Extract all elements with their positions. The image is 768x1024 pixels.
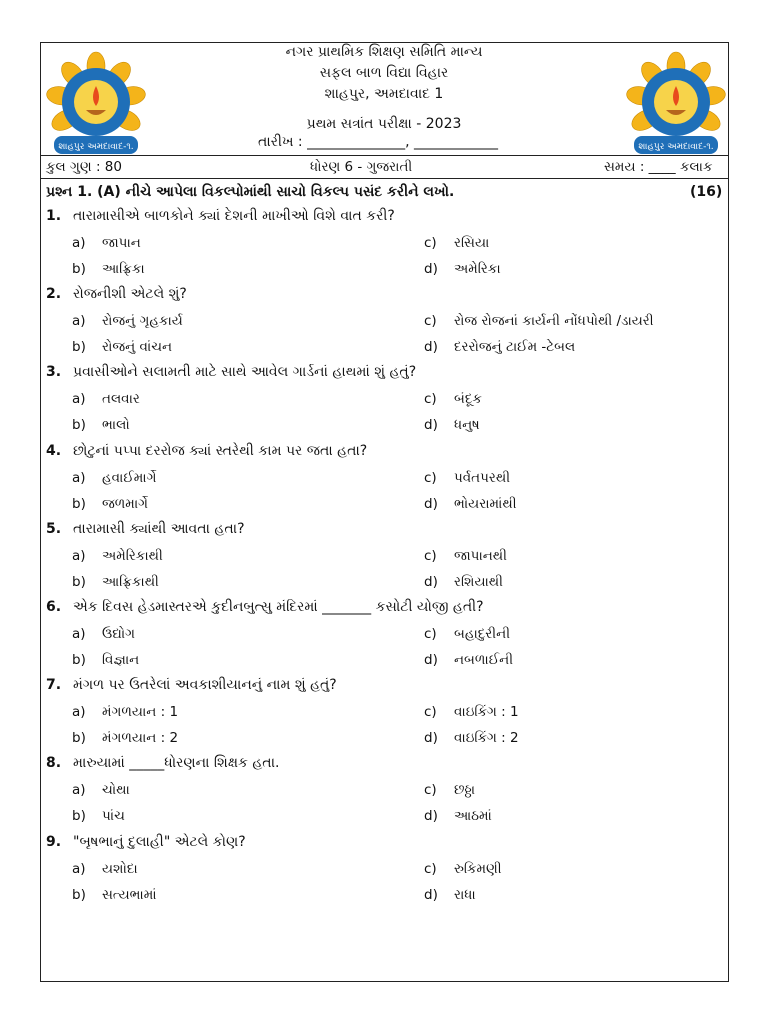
option-text: વાઇકિંગ : 2 — [454, 730, 519, 747]
option-letter: d) — [424, 261, 438, 277]
question-4 — [46, 443, 367, 459]
option-text: તલવાર — [102, 391, 140, 408]
logo-bottom-text: શાહપુર અમદાવાદ-૧. — [58, 142, 134, 152]
option-letter: d) — [424, 808, 438, 825]
option-text: રશિયાથી — [454, 573, 504, 590]
option-c — [424, 861, 502, 877]
option-letter: c) — [424, 469, 437, 486]
question-text: તારામાસી ક્યાંથી આવતા હતા? — [73, 520, 245, 537]
option-text: ઉદ્યોગ — [102, 626, 136, 642]
option-a — [72, 548, 163, 564]
option-letter: c) — [424, 547, 437, 564]
option-letter: c) — [424, 626, 437, 642]
exam-time: સમય : ____ કલાક — [604, 159, 713, 175]
option-b — [72, 574, 159, 590]
option-text: રસિયા — [454, 235, 490, 251]
option-d — [424, 574, 503, 590]
option-letter: b) — [72, 808, 86, 825]
question-number: 6. — [46, 599, 62, 615]
question-number: 5. — [46, 520, 62, 537]
option-letter: d) — [424, 652, 438, 668]
option-b — [72, 417, 130, 433]
option-c — [424, 313, 654, 329]
question-text: તારામાસીએ બાળકોને ક્યાં દેશની માખીઓ વિશે વાત કરી? — [73, 208, 395, 224]
option-a — [72, 391, 140, 407]
option-d — [424, 261, 501, 277]
school-name: સફલ બાળ વિદ્યા વિહાર — [319, 65, 449, 81]
option-letter: a) — [72, 235, 86, 251]
option-text: પાંચ — [102, 808, 125, 825]
option-text: રુકિમણી — [454, 860, 502, 877]
option-text: બંદૂક — [454, 391, 482, 408]
option-a — [72, 313, 183, 329]
option-d — [424, 496, 517, 512]
question-5 — [46, 521, 245, 537]
option-letter: b) — [72, 261, 86, 277]
option-letter: a) — [72, 469, 86, 486]
option-a — [72, 626, 135, 642]
option-letter: d) — [424, 417, 438, 434]
option-letter: c) — [424, 235, 437, 251]
option-text: ધનુષ — [454, 417, 480, 434]
header-divider — [40, 155, 729, 156]
option-a — [72, 235, 141, 251]
option-text: ભાલો — [102, 417, 130, 434]
option-text: જળમાર્ગે — [102, 495, 148, 512]
option-b — [72, 261, 145, 277]
option-text: અમેરિકાથી — [102, 547, 163, 564]
option-letter: c) — [424, 391, 437, 408]
option-letter: a) — [72, 782, 86, 799]
date-blank: ______________, ____________ — [307, 134, 498, 150]
option-letter: c) — [424, 782, 437, 799]
option-letter: b) — [72, 652, 86, 668]
school-address: શાહપુર, અમદાવાદ 1 — [324, 86, 444, 102]
option-text: રોજ રોજનાં કાર્યની નોંધપોથી /ડાયરી — [454, 313, 654, 330]
info-divider — [40, 178, 729, 179]
option-text: દરરોજનું ટાઈમ -ટેબલ — [454, 339, 576, 356]
option-b — [72, 339, 172, 355]
option-a — [72, 861, 138, 877]
question-2 — [46, 286, 187, 302]
option-text: મંગળયાન : 2 — [102, 730, 179, 747]
option-b — [72, 808, 125, 824]
total-marks: કુલ ગુણ : 80 — [46, 159, 122, 175]
option-c — [424, 235, 489, 251]
option-a — [72, 470, 156, 486]
option-text: રાધા — [454, 886, 476, 903]
question-8 — [46, 755, 279, 771]
option-letter: c) — [424, 704, 437, 721]
option-text: યશોદા — [102, 860, 138, 877]
date-label: તારીખ : — [258, 134, 303, 150]
question-number: 3. — [46, 364, 62, 381]
option-text: રોજનું વાંચન — [102, 339, 173, 356]
option-c — [424, 391, 482, 407]
question-text: મારુયામાં _____ધોરણના શિક્ષક હતા. — [73, 755, 280, 772]
section-marks: (16) — [690, 184, 723, 200]
option-text: આઠમાં — [454, 808, 492, 825]
question-number: 7. — [46, 677, 62, 694]
question-number: 9. — [46, 833, 62, 850]
option-d — [424, 652, 513, 668]
standard-subject: ધોરણ 6 - ગુજરાતી — [310, 159, 413, 175]
option-text: રોજનું ગૃહકાર્ય — [102, 313, 183, 330]
question-text: મંગળ પર ઉતરેલાં અવકાશીયાનનું નામ શું હતું? — [73, 677, 337, 694]
option-text: હવાઈમાર્ગે — [102, 469, 157, 486]
question-text: "બૃષભાનું દુલાહી" એટલે કોણ? — [73, 833, 246, 850]
option-c — [424, 782, 475, 798]
date-row — [258, 134, 498, 150]
option-letter: a) — [72, 626, 86, 642]
option-text: નબળાઈની — [454, 652, 514, 668]
option-text: છઠ્ઠા — [454, 782, 476, 799]
question-number: 2. — [46, 286, 62, 303]
committee-line: નગર પ્રાથમિક શિક્ષણ સમિતિ માન્ય — [285, 44, 483, 60]
exam-title: પ્રથમ સત્રાંત પરીક્ષા - 2023 — [306, 116, 462, 132]
option-text: ચોથા — [102, 782, 130, 799]
option-text: અમેરિકા — [454, 261, 501, 277]
section-title: પ્રશ્ન 1. (A) નીચે આપેલા વિકલ્પોમાંથી સાચો વિકલ્પ પસંદ કરીને લખો. — [46, 184, 455, 200]
option-letter: d) — [424, 495, 438, 512]
option-letter: b) — [72, 417, 86, 434]
option-letter: d) — [424, 886, 438, 903]
option-letter: a) — [72, 860, 86, 877]
option-text: જાપાન — [102, 235, 141, 251]
option-c — [424, 470, 510, 486]
option-a — [72, 704, 178, 720]
option-b — [72, 730, 178, 746]
option-letter: d) — [424, 339, 438, 356]
option-text: આફ્રિકાથી — [102, 573, 159, 590]
question-text: રોજનીશી એટલે શું? — [73, 286, 187, 303]
logo-bottom-text: શાહપુર અમદાવાદ-૧. — [638, 142, 714, 152]
option-b — [72, 652, 139, 668]
option-letter: c) — [424, 313, 437, 330]
question-9 — [46, 834, 246, 850]
option-d — [424, 808, 492, 824]
option-b — [72, 887, 157, 903]
question-text: પ્રવાસીઓને સલામતી માટે સાથે આવેલ ગાર્ડનાં હાથમાં શું હતું? — [73, 364, 417, 381]
option-text: જાપાનથી — [454, 547, 508, 564]
option-text: ભોયરામાંથી — [454, 495, 517, 512]
option-letter: b) — [72, 573, 86, 590]
option-letter: a) — [72, 313, 86, 330]
option-letter: d) — [424, 730, 438, 747]
question-number: 4. — [46, 442, 62, 459]
question-3 — [46, 364, 416, 380]
option-letter: b) — [72, 495, 86, 512]
option-a — [72, 782, 130, 798]
option-d — [424, 339, 575, 355]
option-text: મંગળયાન : 1 — [102, 704, 179, 721]
option-c — [424, 548, 507, 564]
option-d — [424, 730, 519, 746]
option-d — [424, 887, 476, 903]
option-letter: d) — [424, 573, 438, 590]
option-text: વાઇકિંગ : 1 — [454, 704, 519, 721]
question-7 — [46, 677, 337, 693]
question-text: એક દિવસ હેડમાસ્તરએ કુદીનબુત્સુ મંદિરમાં _______ કસોટી યોજી હતી? — [73, 599, 484, 615]
option-d — [424, 417, 480, 433]
question-text: છોટુનાં પપ્પા દરરોજ ક્યાં સ્તરેથી કામ પર જતા હતા? — [73, 442, 368, 459]
option-text: બહાદુરીની — [454, 626, 511, 642]
question-6 — [46, 599, 484, 615]
option-text: વિજ્ઞાન — [102, 652, 140, 668]
option-c — [424, 704, 519, 720]
option-letter: a) — [72, 704, 86, 721]
option-text: પર્વતપરથી — [454, 469, 511, 486]
option-letter: a) — [72, 547, 86, 564]
option-text: આફ્રિકા — [102, 261, 145, 277]
option-letter: b) — [72, 886, 86, 903]
option-letter: a) — [72, 391, 86, 408]
question-number: 8. — [46, 755, 62, 772]
option-text: સત્યભામાં — [102, 886, 157, 903]
question-1 — [46, 208, 395, 224]
question-number: 1. — [46, 208, 62, 224]
option-b — [72, 496, 148, 512]
option-letter: b) — [72, 730, 86, 747]
option-letter: c) — [424, 860, 437, 877]
option-letter: b) — [72, 339, 86, 356]
option-c — [424, 626, 510, 642]
